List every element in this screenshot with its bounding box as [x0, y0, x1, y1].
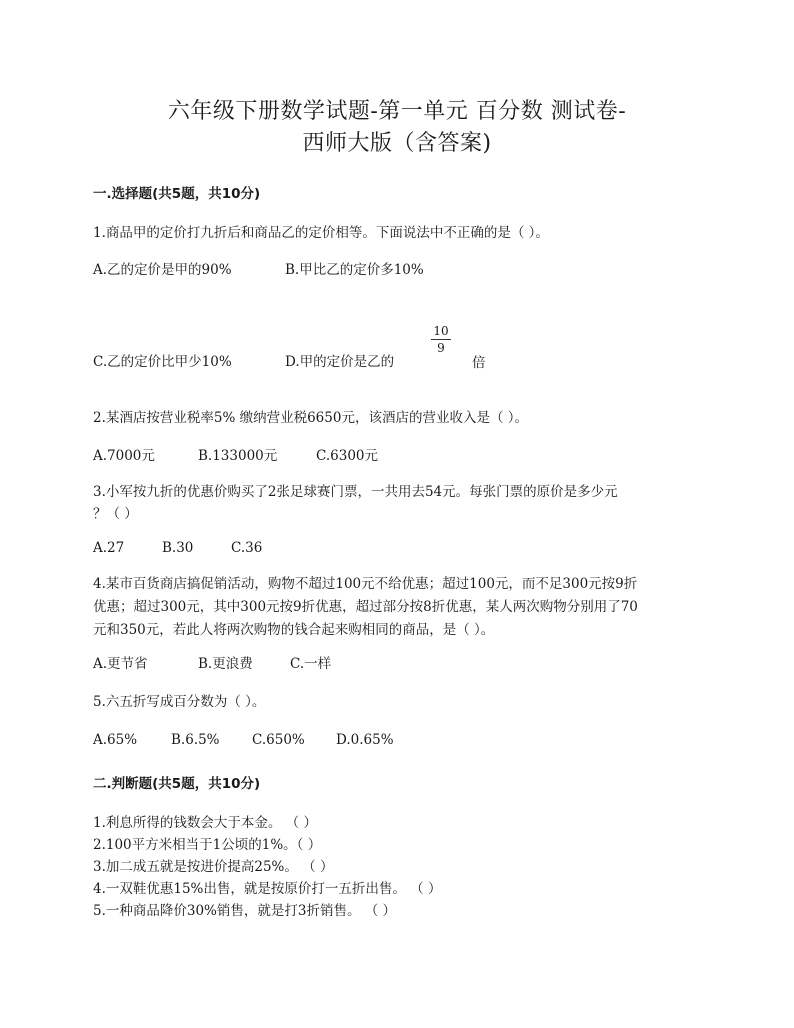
section-2-heading: 二.判断题(共5题，共10分) — [93, 776, 261, 792]
fraction-bar — [431, 339, 451, 340]
q5-option-d: D.0.65% — [336, 732, 394, 748]
q3-option-c: C.36 — [231, 540, 263, 556]
question-4-stem-line-3: 元和350元，若此人将两次购物的钱合起来购相同的商品，是（ ）。 — [93, 622, 495, 638]
q1-option-d-fraction — [431, 324, 451, 355]
question-3-stem-line-2: ？（ ） — [93, 506, 138, 522]
fraction-numerator: 10 — [433, 324, 449, 338]
q5-option-a: A.65% — [93, 732, 138, 748]
question-5-stem: 5.六五折写成百分数为（ ）。 — [93, 694, 266, 710]
question-1-stem: 1.商品甲的定价打九折后和商品乙的定价相等。下面说法中不正确的是（ ）。 — [93, 225, 549, 241]
title-line-1: 六年级下册数学试题-第一单元 百分数 测试卷- — [167, 99, 627, 124]
judgement-item-2: 2.100平方米相当于1公顷的1%。（ ） — [93, 837, 322, 853]
q1-option-d: D.甲的定价是乙的 — [285, 354, 395, 370]
judgement-item-5: 5.一种商品降价30%销售，就是打3折销售。 （ ） — [93, 903, 397, 919]
judgement-item-4: 4.一双鞋优惠15%出售，就是按原价打一五折出售。 （ ） — [93, 881, 442, 897]
q3-option-a: A.27 — [93, 540, 125, 556]
question-4-stem-line-1: 4.某市百货商店搞促销活动，购物不超过100元不给优惠；超过100元，而不足300元按9折 — [93, 576, 638, 592]
q2-option-c: C.6300元 — [316, 448, 378, 464]
title-line-2: 西师大版（含答案) — [302, 131, 492, 156]
q5-option-b: B.6.5% — [171, 732, 220, 748]
q4-option-b: B.更浪费 — [198, 656, 253, 672]
q4-option-c: C.一样 — [290, 656, 332, 672]
fraction-denominator: 9 — [437, 341, 445, 355]
question-2-stem: 2.某酒店按营业税率5% 缴纳营业税6650元，该酒店的营业收入是（ ）。 — [93, 410, 528, 426]
judgement-item-1: 1.利息所得的钱数会大于本金。 （ ） — [93, 815, 317, 831]
question-4-stem-line-2: 优惠；超过300元，其中300元按9折优惠，超过部分按8折优惠，某人两次购物分别用了70 — [93, 599, 638, 615]
q5-option-c: C.650% — [252, 732, 305, 748]
q3-option-b: B.30 — [162, 540, 194, 556]
q1-option-d-suffix: 倍 — [472, 355, 486, 371]
q1-option-a: A.乙的定价是甲的90% — [93, 262, 232, 278]
judgement-item-3: 3.加二成五就是按进价提高25%。 （ ） — [93, 859, 334, 875]
q1-option-b: B.甲比乙的定价多10% — [285, 262, 424, 278]
q1-option-c: C.乙的定价比甲少10% — [93, 354, 232, 370]
question-3-stem-line-1: 3.小军按九折的优惠价购买了2张足球赛门票，一共用去54元。每张门票的原价是多少元 — [93, 484, 618, 500]
section-1-heading: 一.选择题(共5题，共10分) — [93, 186, 261, 202]
q2-option-b: B.133000元 — [198, 448, 278, 464]
q4-option-a: A.更节省 — [93, 656, 148, 672]
q2-option-a: A.7000元 — [93, 448, 155, 464]
